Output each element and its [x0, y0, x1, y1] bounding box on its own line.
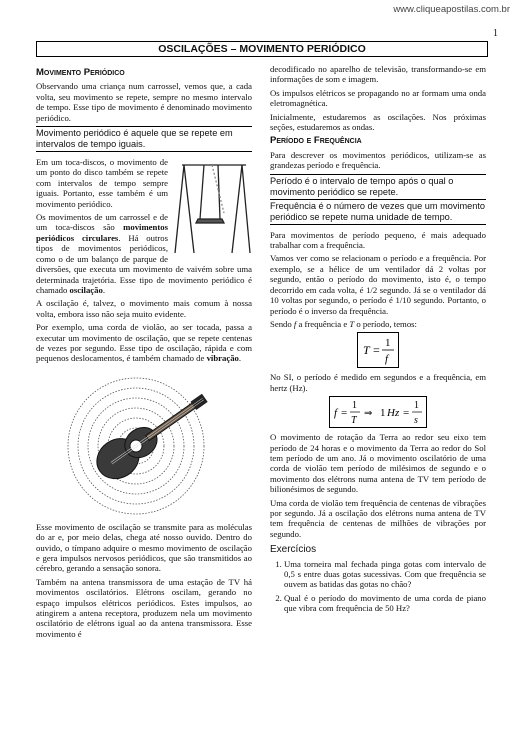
exercise-item: 2. Qual é o período do movimento de uma corda de piano que vibra com frequência de 50 Hz?: [284, 593, 486, 614]
page-number: 1: [493, 28, 498, 39]
paragraph: Vamos ver como se relacionam o período e a frequência. Por exemplo, se a hélice de um ventilador dá 2 voltas por segundo, então o período do movimento, isto é, o tempo decorrido em cada volta, é 1/2 segundo. Já se o ventilador dá 10 voltas por segundo, o período é 1/10 segundo. Portanto, o período é o inverso da frequência.: [270, 253, 486, 316]
paragraph: Uma corda de violão tem frequência de centenas de vibrações por segundo. Já a oscilação dos elétrons numa antena de TV tem frequência de centenas de milhões de vibrações por segundo.: [270, 497, 486, 539]
exercises-heading: Exercícios: [270, 544, 317, 556]
formula-arrow: ⇒: [364, 408, 373, 420]
formula-numerator-2: 1: [414, 400, 419, 412]
formula-period: [357, 332, 399, 368]
formula-one: 1: [380, 407, 386, 420]
formula-equals: =: [373, 343, 380, 358]
formula-lhs: f: [334, 407, 338, 420]
paragraph: A oscilação é, talvez, o movimento mais comum à nossa volta, embora isso não seja muito evidente.: [36, 298, 252, 319]
paragraph: Para descrever os movimentos periódicos, utilizam-se as grandezas período e frequência.: [270, 149, 486, 171]
section-heading-movimento: Movimento Periódico: [36, 67, 125, 78]
paragraph: decodificado no aparelho de televisão, transformando-se em informações de som e imagem.: [270, 64, 486, 85]
formula-numerator: 1: [385, 337, 391, 350]
paragraph: Por exemplo, uma corda de violão, ao ser tocada, passa a executar um movimento de oscilação, que se repete centenas de vezes por segundo. Esse tipo de oscilação, rápida e com pequenos deslocamentos, é também chamado de vibração.: [36, 322, 252, 364]
paragraph: Os movimentos de um carrossel e de um toca-discos são movimentos periódicos circulares. Há outros tipos de movimentos periódicos, como o de um balanço de parque de diversões, que executa um movimento de vaivém sobre uma determinada trajetória. Esse tipo de movimento periódico é chamado oscilação.: [36, 212, 252, 295]
definition-box-periodo: Período é o intervalo de tempo após o qual o movimento periódico se repete.: [270, 174, 486, 200]
formula-frequency: [329, 396, 427, 428]
paragraph: Sendo f a frequência e T o período, temos:: [270, 318, 417, 329]
section-heading-periodo: Período e Frequência: [270, 135, 362, 147]
swing-illustration: [172, 159, 252, 259]
definition-box: Movimento periódico é aquele que se repete em intervalos de tempo iguais.: [36, 126, 252, 152]
paragraph: Os impulsos elétricos se propagando no ar formam uma onda eletromagnética.: [270, 87, 486, 109]
site-url: www.cliqueapostilas.com.br: [393, 4, 510, 15]
paragraph: Para movimentos de período pequeno, é mais adequado trabalhar com a frequência.: [270, 229, 486, 251]
paragraph: No SI, o período é medido em segundos e a frequência, em hertz (Hz).: [270, 372, 486, 393]
formula-unit: Hz: [387, 407, 400, 420]
paragraph: Em um toca-discos, o movimento de um ponto do disco também se repete com intervalos de tempo sempre iguais. Portanto, esse também é um movimento periódico.: [36, 157, 168, 209]
paragraph: Inicialmente, estudaremos as oscilações. Nos próximas seções, estudaremos as ondas.: [270, 111, 486, 133]
formula-equals-2: =: [403, 407, 410, 420]
formula-lhs: T: [363, 343, 370, 358]
left-column: [36, 64, 252, 642]
definition-box-frequencia: Frequência é o número de vezes que um movimento periódico se repete numa unidade de tempo.: [270, 200, 486, 225]
paragraph: Também na antena transmissora de uma estação de TV há movimentos oscilatórios. Elétrons oscilam, gerando no espaço impulsos elétricos periódicos. Estes impulsos, ao atingirem a antena receptora, produzem nela um movimento oscilatório de elétrons igual ao da antena transmissora. Esse movimento é: [36, 576, 252, 639]
paragraph: O movimento de rotação da Terra ao redor seu eixo tem período de 24 horas e o movimento da Terra ao redor do Sol tem período de um ano. Já o movimento oscilatório de uma corda de violão tem período de milésimos de segundo e o movimento dos elétrons numa antena de TV tem período de bilionésimos de segundo.: [270, 432, 486, 495]
formula-equals: =: [341, 407, 348, 420]
guitar-illustration: [36, 368, 252, 518]
page-title: OSCILAÇÕES – MOVIMENTO PERIÓDICO: [36, 41, 488, 57]
exercise-item: 1. Uma torneira mal fechada pinga gotas com intervalo de 0,5 s entre duas gotas sucessivas. Com que frequência se ouvem as batidas das gotas no chão?: [284, 559, 486, 590]
formula-numerator: 1: [352, 400, 357, 412]
paragraph: Observando uma criança num carrossel, vemos que, a cada volta, seu movimento se repete, sempre no mesmo intervalo de tempo. Esse tipo de movimento é denominado movimento periódico.: [36, 81, 252, 123]
right-column: [270, 64, 486, 617]
formula-denominator: T: [351, 415, 357, 427]
formula-denominator-2: s: [414, 415, 418, 427]
exercise-list: [270, 559, 486, 614]
formula-denominator: f: [385, 353, 389, 366]
paragraph: Esse movimento de oscilação se transmite para as moléculas do ar e, por meio delas, chega até nosso ouvido. Dentro do ouvido, o tímpano adquire o mesmo movimento de oscilação e gera impulsos nervosos periódicos, que são transmitidos ao cérebro, gerando a sensação sonora.: [36, 521, 252, 574]
